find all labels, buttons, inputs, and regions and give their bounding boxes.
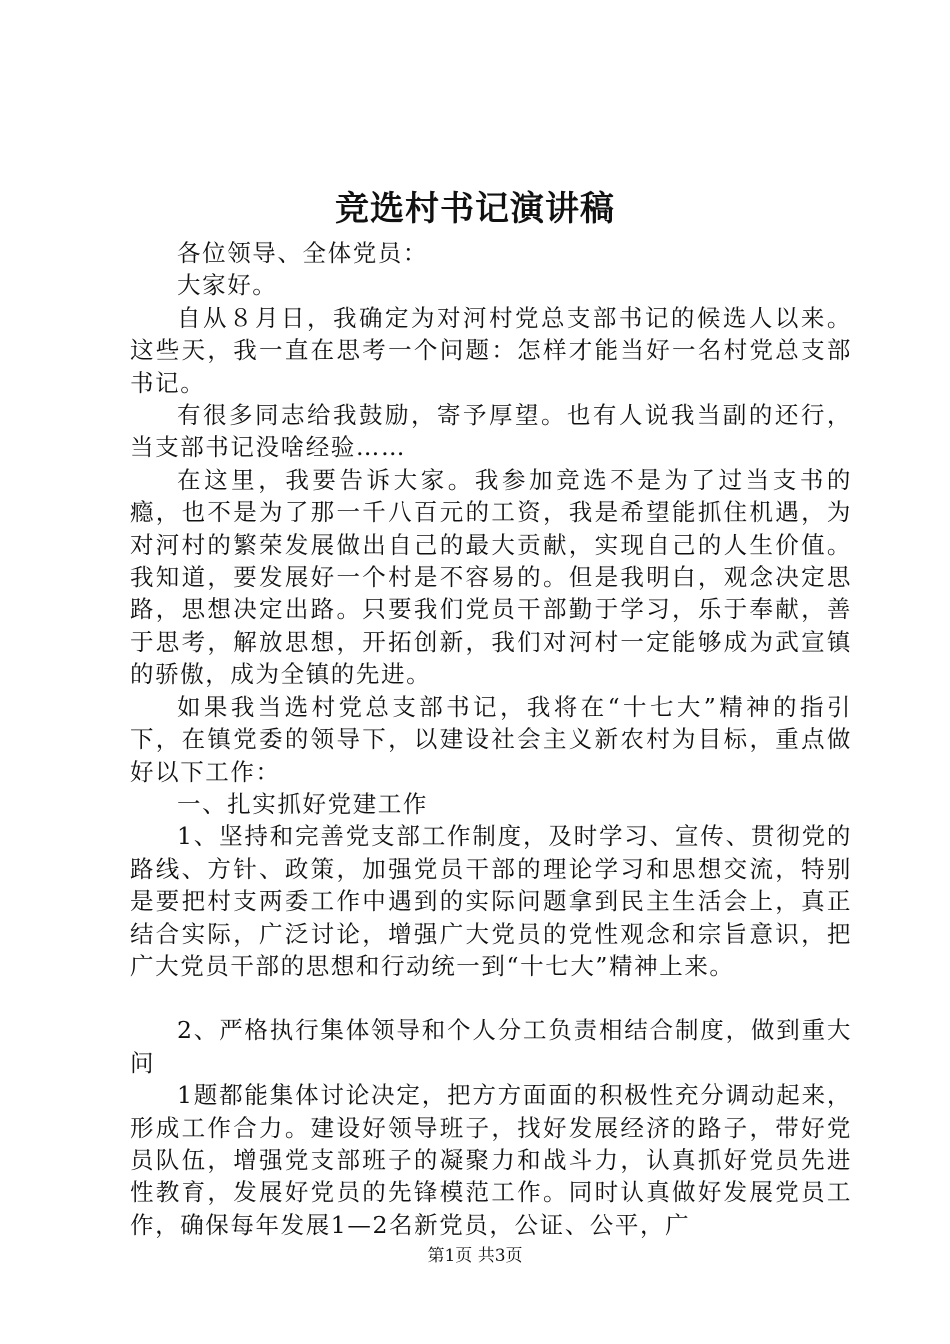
- paragraph: 1、坚持和完善党支部工作制度，及时学习、宣传、贯彻党的路线、方针、政策，加强党员干部的理论学习和思想交流，特别是要把村支两委工作中遇到的实际问题拿到民主生活会上，真正结合实际，广泛讨论，增强广大党员的党性观念和宗旨意识，把广大党员干部的思想和行动统一到“十七大”精神上来。: [130, 822, 852, 980]
- paragraph: 1题都能集体讨论决定，把方方面面的积极性充分调动起来，形成工作合力。建设好领导班子，找好发展经济的路子，带好党员队伍，增强党支部班子的凝聚力和战斗力，认真抓好党员先进性教育，发展好党员的先锋模范工作。同时认真做好发展党员工作，确保每年发展1—2名新党员，公证、公平，广: [130, 1081, 852, 1239]
- paragraph: 在这里，我要告诉大家。我参加竞选不是为了过当支书的瘾，也不是为了那一千八百元的工资，我是希望能抓住机遇，为对河村的繁荣发展做出自己的最大贡献，实现自己的人生价值。我知道，要发展好一个村是不容易的。但是我明白，观念决定思路，思想决定出路。只要我们党员干部勤于学习，乐于奉献，善于思考，解放思想，开拓创新，我们对河村一定能够成为武宣镇的骄傲，成为全镇的先进。: [130, 465, 852, 689]
- paragraph: 如果我当选村党总支部书记，我将在“十七大”精神的指引下，在镇党委的领导下，以建设社会主义新农村为目标，重点做好以下工作：: [130, 692, 852, 786]
- paragraph: 有很多同志给我鼓励，寄予厚望。也有人说我当副的还行，当支部书记没啥经验……: [130, 401, 852, 462]
- document-title: 竞选村书记演讲稿: [335, 189, 615, 229]
- salutation: 各位领导、全体党员：: [177, 239, 428, 267]
- greeting: 大家好。: [177, 271, 278, 300]
- paragraph: 自从８月日，我确定为对河村党总支部书记的候选人以来。这些天，我一直在思考一个问题：怎样才能当好一名村党总支部书记。: [130, 303, 852, 397]
- paragraph: 2、严格执行集体领导和个人分工负责相结合制度，做到重大问: [130, 1016, 852, 1077]
- section-heading: 一、扎实抓好党建工作: [177, 789, 428, 818]
- page-footer: 第1页 共3页: [427, 1246, 523, 1266]
- document-body: [130, 237, 852, 1241]
